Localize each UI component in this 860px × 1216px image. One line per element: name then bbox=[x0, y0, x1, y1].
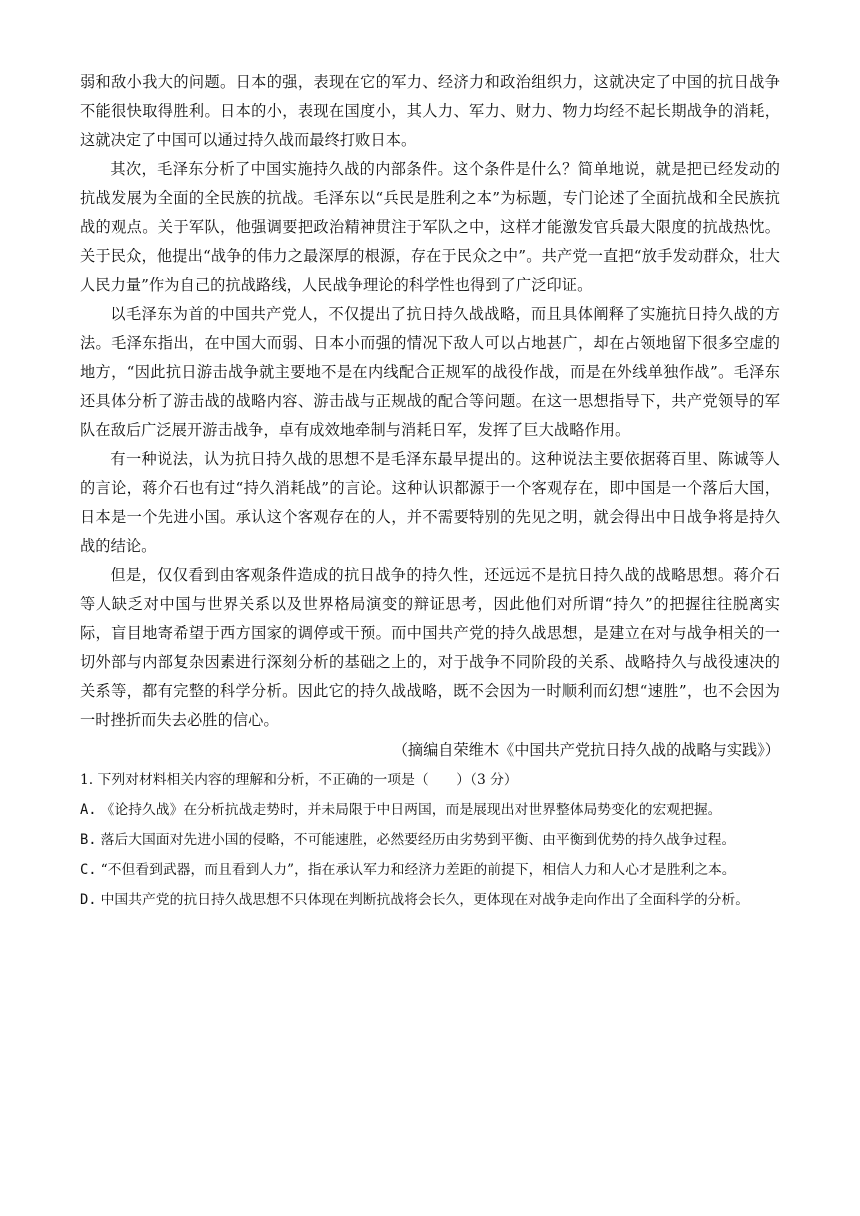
option-d-text: 中国共产党的抗日持久战思想不只体现在判断抗战将会长久，更体现在对战争走向作出了全面科学的分析。 bbox=[100, 892, 750, 908]
option-b bbox=[80, 825, 780, 855]
paragraph-5: 但是，仅仅看到由客观条件造成的抗日战争的持久性，还远远不是抗日持久战的战略思想。蒋介石等人缺乏对中国与世界关系以及世界格局演变的辩证思考，因此他们对所谓“持久”的把握往往脱离实际，盲目地寄希望于西方国家的调停或干预。而中国共产党的持久战思想，是建立在对与战争相关的一切外部与内部复杂因素进行深刻分析的基础之上的，对于战争不同阶段的关系、战略持久与战役速决的关系等，都有完整的科学分析。因此它的持久战战略，既不会因为一时顺利而幻想“速胜”，也不会因为一时挫折而失去必胜的信心。 bbox=[80, 566, 780, 729]
option-c-text: “不但看到武器，而且看到人力”，指在承认军力和经济力差距的前提下，相信人力和人心才是胜利之本。 bbox=[100, 862, 736, 878]
paragraph-2: 其次，毛泽东分析了中国实施持久战的内部条件。这个条件是什么？简单地说，就是把已经发动的抗战发展为全面的全民族的抗战。毛泽东以“兵民是胜利之本”为标题，专门论述了全面抗战和全民族抗战的观点。关于军队，他强调要把政治精神贯注于军队之中，这样才能激发官兵最大限度的抗战热忱。关于民众，他提出“战争的伟力之最深厚的根源，存在于民众之中”。共产党一直把“放手发动群众，壮大人民力量”作为自己的抗战路线，人民战争理论的科学性也得到了广泛印证。 bbox=[80, 160, 780, 294]
paragraph-1: 弱和敌小我大的问题。日本的强，表现在它的军力、经济力和政治组织力，这就决定了中国的抗日战争不能很快取得胜利。日本的小，表现在国度小，其人力、军力、财力、物力均经不起长期战争的消耗，这就决定了中国可以通过持久战而最终打败日本。 bbox=[80, 73, 780, 149]
paragraph-3: 以毛泽东为首的中国共产党人，不仅提出了抗日持久战战略，而且具体阐释了实施抗日持久战的方法。毛泽东指出，在中国大而弱、日本小而强的情况下敌人可以占地甚广，却在占领地留下很多空虚的地方，“因此抗日游击战争就主要地不是在内线配合正规军的战役作战，而是在外线单独作战”。毛泽东还具体分析了游击战的战略内容、游击战与正规战的配合等问题。在这一思想指导下，共产党领导的军队在敌后广泛展开游击战争，卓有成效地牵制与消耗日军，发挥了巨大战略作用。 bbox=[80, 305, 780, 439]
option-a-label: A. bbox=[80, 802, 97, 818]
option-b-label: B. bbox=[80, 832, 97, 848]
option-c-label: C. bbox=[80, 862, 97, 878]
source-citation: （摘编自荣维木《中国共产党抗日持久战的战略与实践》） bbox=[392, 741, 780, 759]
document-page bbox=[80, 68, 780, 915]
question-stem: 1. 下列对材料相关内容的理解和分析，不正确的一项是（ ）（3 分） bbox=[80, 772, 518, 788]
option-b-text: 落后大国面对先进小国的侵略，不可能速胜，必然要经历由劣势到平衡、由平衡到优势的持久战争过程。 bbox=[100, 832, 736, 848]
option-d bbox=[80, 885, 780, 915]
paragraph-4: 有一种说法，认为抗日持久战的思想不是毛泽东最早提出的。这种说法主要依据蒋百里、陈诚等人的言论，蒋介石也有过“持久消耗战”的言论。这种认识都源于一个客观存在，即中国是一个落后大国，日本是一个先进小国。承认这个客观存在的人，并不需要特别的先见之明，就会得出中日战争将是持久战的结论。 bbox=[80, 450, 780, 555]
option-d-label: D. bbox=[80, 892, 97, 908]
option-a bbox=[80, 795, 780, 825]
option-a-text: 《论持久战》在分析抗战走势时，并未局限于中日两国，而是展现出对世界整体局势变化的宏观把握。 bbox=[100, 802, 722, 818]
option-c bbox=[80, 855, 780, 885]
